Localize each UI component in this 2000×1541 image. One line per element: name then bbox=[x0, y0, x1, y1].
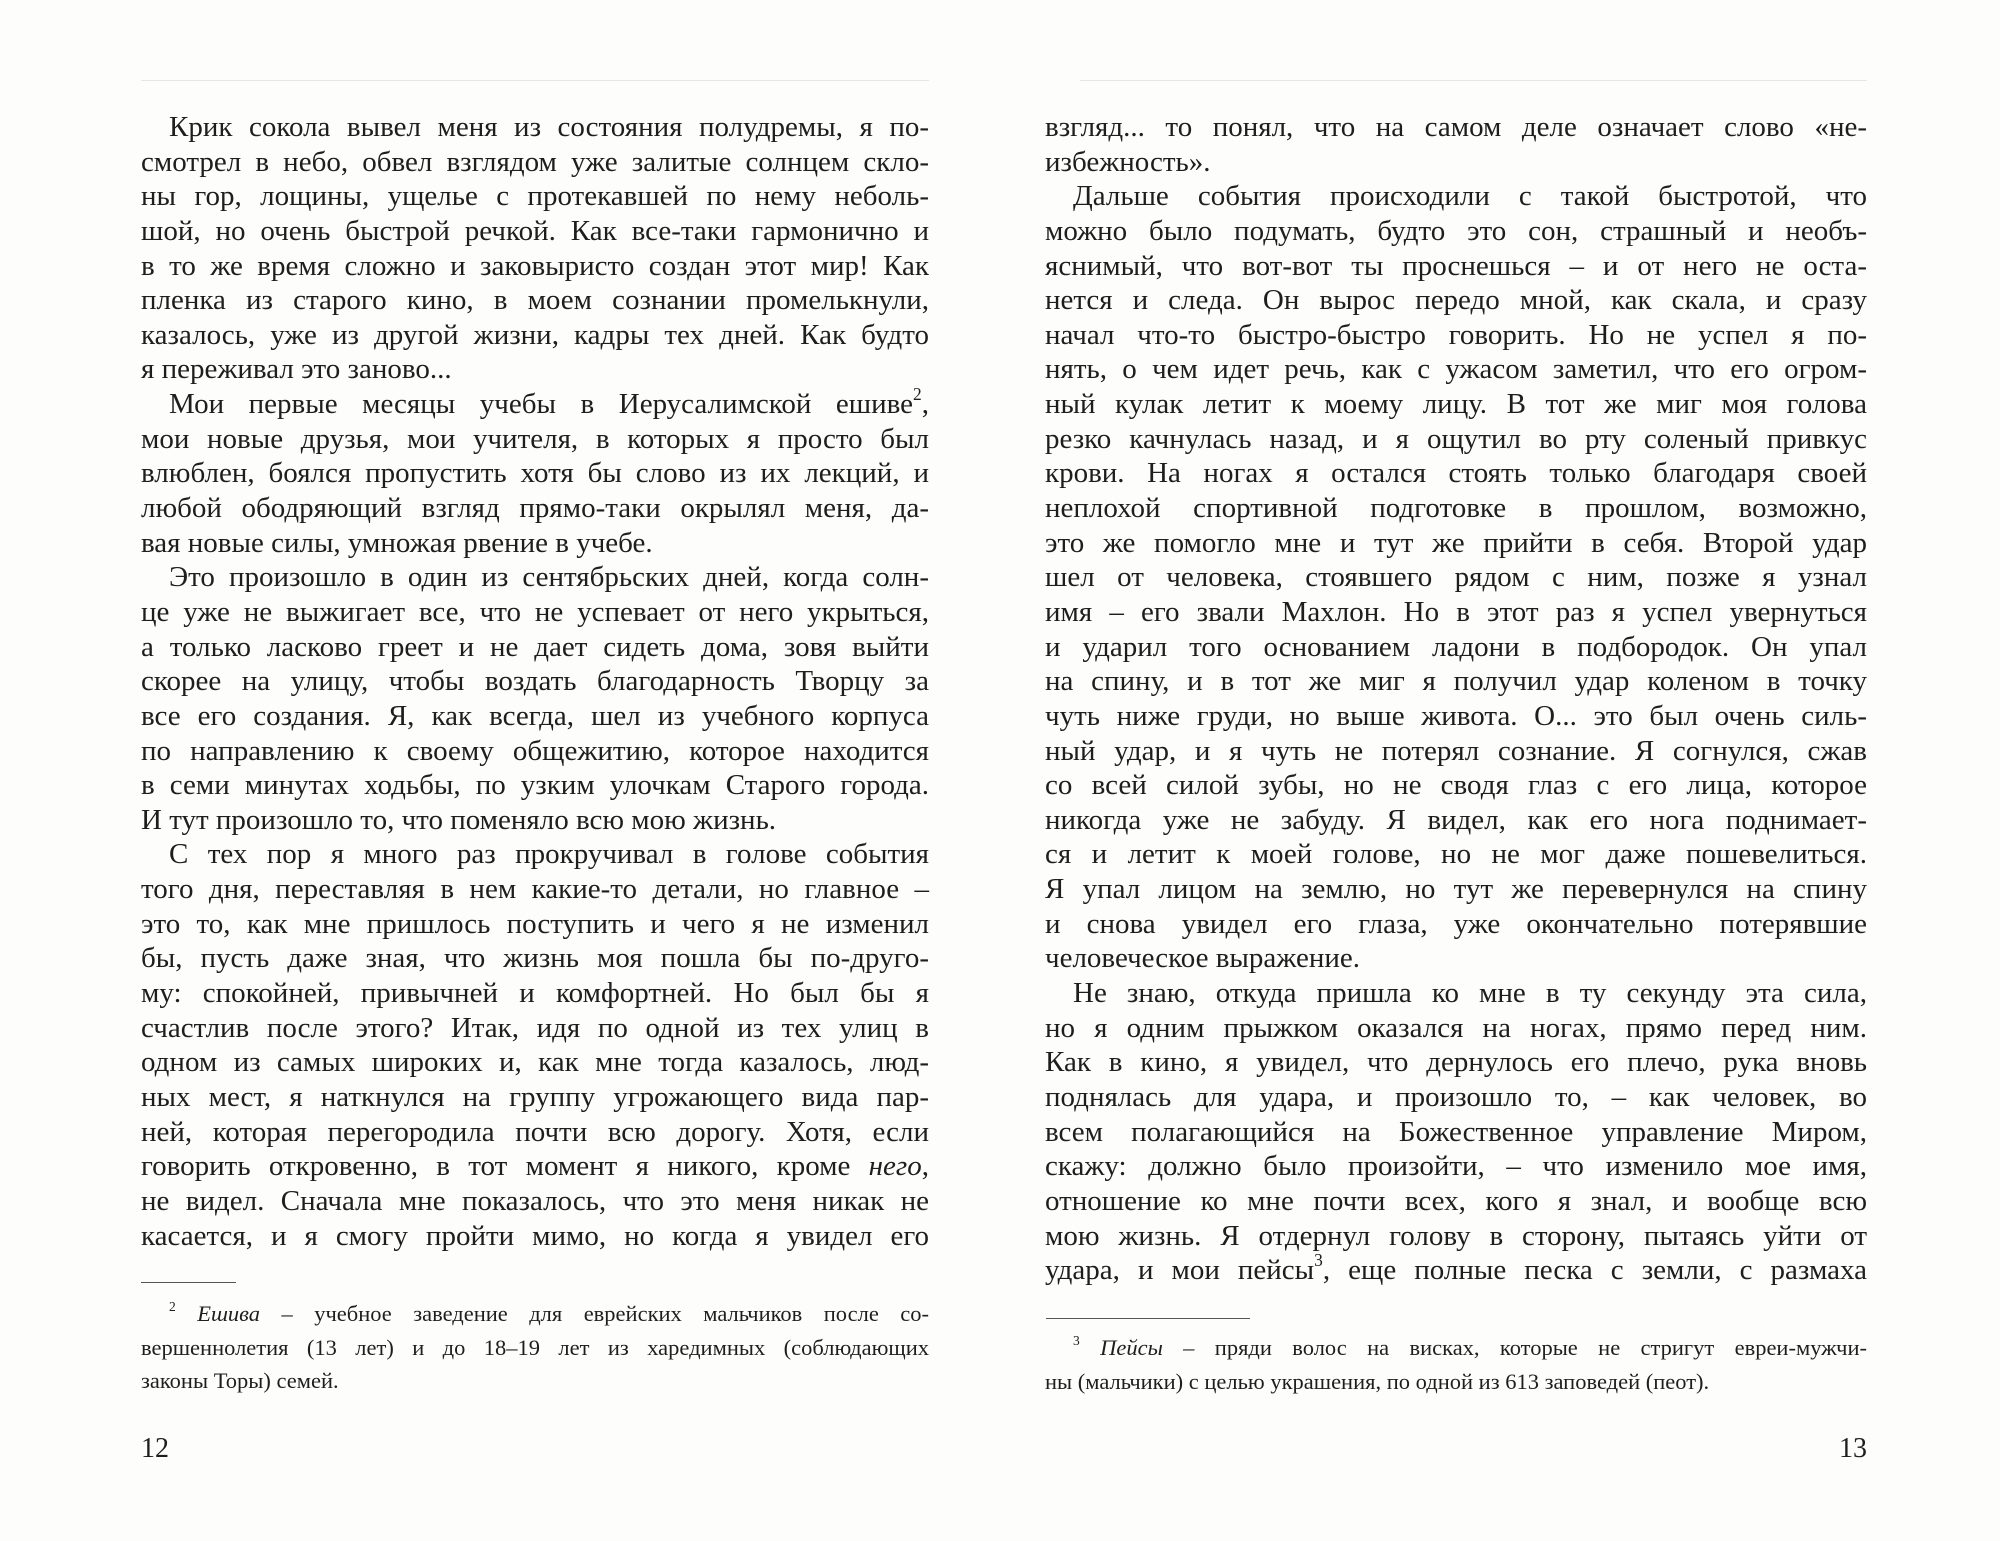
text-line: Крик сокола вывел меня из состояния полудремы, я по- bbox=[169, 111, 929, 143]
scan-artifact-line-left bbox=[141, 80, 929, 81]
text-line: шел от человека, стоявшего рядом с ним, позже я узнал bbox=[1045, 561, 1867, 594]
text-line: не видел. Сначала мне показалось, что это меня никак не bbox=[141, 1184, 929, 1217]
text-line: мои новые друзья, мои учителя, в которых я просто был bbox=[141, 422, 929, 455]
text-line: поднялась для удара, и произошло то, – как человек, во bbox=[1045, 1080, 1867, 1113]
text-line: никогда уже не забуду. Я видел, как его нога поднимает- bbox=[1045, 803, 1867, 836]
text-line bbox=[141, 384, 929, 422]
text-line: влюблен, боялся пропустить хотя бы слово из их лекций, и bbox=[141, 457, 929, 490]
text-line: все его создания. Я, как всегда, шел из учебного корпуса bbox=[141, 699, 929, 732]
text-segment: – учебное заведение для еврейских мальчиков после со- bbox=[260, 1301, 929, 1326]
text-segment: – пряди волос на висках, которые не стригут евреи-мужчи- bbox=[1162, 1335, 1867, 1360]
text-line: му: спокойней, привычней и комфортней. Но был бы я bbox=[141, 977, 929, 1010]
footnote-marker: 3 bbox=[1073, 1332, 1080, 1348]
text-line: Как в кино, я увидел, что дернулось его плечо, рука вновь bbox=[1045, 1046, 1867, 1079]
text-line: на спину, и в тот же миг я получил удар коленом в точку bbox=[1045, 665, 1867, 698]
text-line: того дня, переставляя в нем какие-то детали, но главное – bbox=[141, 873, 929, 906]
text-line: Дальше события происходили с такой быстротой, что bbox=[1073, 180, 1867, 213]
text-line: это же помогло мне и тут же прийти в себя. Второй удар bbox=[1045, 526, 1867, 559]
text-line: избежность». bbox=[1045, 145, 1211, 178]
footnote-left bbox=[141, 1297, 929, 1398]
text-line bbox=[141, 1149, 929, 1184]
text-line: нется и следа. Он вырос передо мной, как скала, и сразу bbox=[1045, 284, 1867, 317]
page-number-right: 13 bbox=[1839, 1433, 1867, 1464]
text-line: крови. На ногах я остался стоять только благодаря своей bbox=[1045, 457, 1867, 490]
text-line: пленка из старого кино, в моем сознании промелькнули, bbox=[141, 284, 929, 317]
text-line: со всей силой зубы, но не сводя глаз с его лица, которое bbox=[1045, 769, 1867, 802]
text-line: в то же время сложно и заковыристо создан этот мир! Как bbox=[141, 249, 929, 282]
page-number-left: 12 bbox=[141, 1433, 169, 1464]
footnote-rule-right bbox=[1046, 1318, 1250, 1319]
text-segment: , bbox=[921, 388, 929, 421]
right-page-body bbox=[1045, 110, 1867, 1288]
text-line: ный удар, и я чуть не потерял сознание. Я согнулся, сжав bbox=[1045, 734, 1867, 767]
text-line: скажу: должно было произойти, – что изменило мое имя, bbox=[1045, 1150, 1867, 1183]
text-line: казалось, уже из другой жизни, кадры тех дней. Как будто bbox=[141, 318, 929, 351]
text-line bbox=[1045, 1331, 1867, 1365]
text-line: взгляд... то понял, что на самом деле означает слово «не- bbox=[1045, 111, 1867, 143]
text-line: всем полагающийся на Божественное управление Миром, bbox=[1045, 1115, 1867, 1148]
text-line: человеческое выражение. bbox=[1045, 942, 1360, 975]
text-line: И тут произошло то, что поменяло всю мою жизнь. bbox=[141, 803, 777, 836]
text-line: це уже не выжигает все, что не успевает от него укрыться, bbox=[141, 595, 929, 628]
text-line: ны (мальчики) с целью украшения, по одной из 613 заповедей (пеот). bbox=[1045, 1368, 1710, 1394]
text-line: законы Торы) семей. bbox=[141, 1368, 339, 1393]
text-line: начал что-то быстро-быстро говорить. Но не успел я по- bbox=[1045, 318, 1867, 351]
text-line: одном из самых широких и, как мне тогда казалось, люд- bbox=[141, 1046, 929, 1079]
text-line: отношение ко мне почти всех, кого я знал, и вообще всю bbox=[1045, 1184, 1867, 1217]
footnote-right bbox=[1045, 1331, 1867, 1398]
text-line: касается, и я смогу пройти мимо, но когда я увидел его bbox=[141, 1219, 929, 1252]
footnote-marker: 3 bbox=[1314, 1250, 1323, 1271]
text-line: имя – его звали Махлон. Но в этот раз я успел увернуться bbox=[1045, 595, 1867, 628]
scan-artifact-line-right bbox=[1080, 80, 1867, 81]
text-line: в семи минутах ходьбы, по узким улочкам Старого города. bbox=[141, 769, 929, 802]
left-page-body bbox=[141, 110, 929, 1253]
text-line: ны гор, лощины, ущелье с протекавшей по нему неболь- bbox=[141, 180, 929, 213]
text-line bbox=[141, 1297, 929, 1331]
text-line: это то, как мне пришлось поступить и чего я не изменил bbox=[141, 907, 929, 940]
text-line: но я одним прыжком оказался на ногах, прямо перед ним. bbox=[1045, 1011, 1867, 1044]
text-line: шой, но очень быстрой речкой. Как все-таки гармонично и bbox=[141, 214, 929, 247]
text-line: вершеннолетия (13 лет) и до 18–19 лет из харедимных (соблюдающих bbox=[141, 1334, 929, 1360]
text-line: смотрел в небо, обвел взглядом уже залитые солнцем скло- bbox=[141, 145, 929, 178]
text-line: ный кулак летит к моему лицу. В тот же миг моя голова bbox=[1045, 388, 1867, 421]
text-line: можно было подумать, будто это сон, страшный и необъ- bbox=[1045, 214, 1867, 247]
italic-text: него bbox=[868, 1150, 922, 1183]
text-line: счастлив после этого? Итак, идя по одной из тех улиц в bbox=[141, 1011, 929, 1044]
text-segment bbox=[176, 1301, 197, 1326]
text-line: по направлению к своему общежитию, которое находится bbox=[141, 734, 929, 767]
text-line: ся и летит к моей голове, но не мог даже пошевелиться. bbox=[1045, 838, 1867, 871]
footnote-rule-left bbox=[141, 1282, 236, 1283]
text-line: чуть ниже груди, но выше живота. О... это был очень силь- bbox=[1045, 699, 1867, 732]
text-line: яснимый, что вот-вот ты проснешься – и от него не оста- bbox=[1045, 249, 1867, 282]
footnote-marker: 2 bbox=[169, 1298, 176, 1314]
text-line: я переживал это заново... bbox=[141, 353, 452, 386]
text-line: Это произошло в один из сентябрьских дней, когда солн- bbox=[169, 561, 929, 594]
italic-text: Ешива bbox=[197, 1301, 261, 1326]
text-line: а только ласково греет и не дает сидеть дома, зовя выйти bbox=[141, 630, 929, 663]
text-segment: , еще полные песка с земли, с размаха bbox=[1322, 1254, 1867, 1287]
text-segment: удара, и мои пейсы bbox=[1045, 1254, 1315, 1287]
footnote-marker: 2 bbox=[913, 384, 922, 405]
text-line: скорее на улицу, чтобы воздать благодарность Творцу за bbox=[141, 665, 929, 698]
text-line: нять, о чем идет речь, как с ужасом заметил, что его огром- bbox=[1045, 353, 1867, 386]
text-line: любой ободряющий взгляд прямо-таки окрылял меня, да- bbox=[141, 492, 929, 525]
text-line: Я упал лицом на землю, но тут же перевернулся на спину bbox=[1045, 873, 1867, 906]
text-segment: говорить откровенно, в тот момент я никого, кроме bbox=[141, 1150, 869, 1183]
text-line: неплохой спортивной подготовке в прошлом, возможно, bbox=[1045, 492, 1867, 525]
text-segment: , bbox=[921, 1150, 929, 1183]
text-segment: Мои первые месяцы учебы в Иерусалимской ешиве bbox=[169, 388, 914, 421]
italic-text: Пейсы bbox=[1100, 1335, 1163, 1360]
text-line: мою жизнь. Я отдернул голову в сторону, пытаясь уйти от bbox=[1045, 1219, 1867, 1252]
text-line: Не знаю, откуда пришла ко мне в ту секунду эта сила, bbox=[1073, 977, 1867, 1010]
text-line: и снова увидел его глаза, уже окончательно потерявшие bbox=[1045, 907, 1867, 940]
text-line: вая новые силы, умножая рвение в учебе. bbox=[141, 526, 653, 559]
text-line: ней, которая перегородила почти всю дорогу. Хотя, если bbox=[141, 1115, 929, 1148]
text-line: резко качнулась назад, и я ощутил во рту соленый привкус bbox=[1045, 422, 1867, 455]
text-line: С тех пор я много раз прокручивал в голове события bbox=[169, 838, 929, 871]
text-segment bbox=[1080, 1335, 1100, 1360]
text-line: ных мест, я наткнулся на группу угрожающего вида пар- bbox=[141, 1080, 929, 1113]
text-line: бы, пусть даже зная, что жизнь моя пошла бы по-друго- bbox=[141, 942, 929, 975]
text-line: и ударил того основанием ладони в подбородок. Он упал bbox=[1045, 630, 1867, 663]
text-line bbox=[1045, 1250, 1867, 1288]
